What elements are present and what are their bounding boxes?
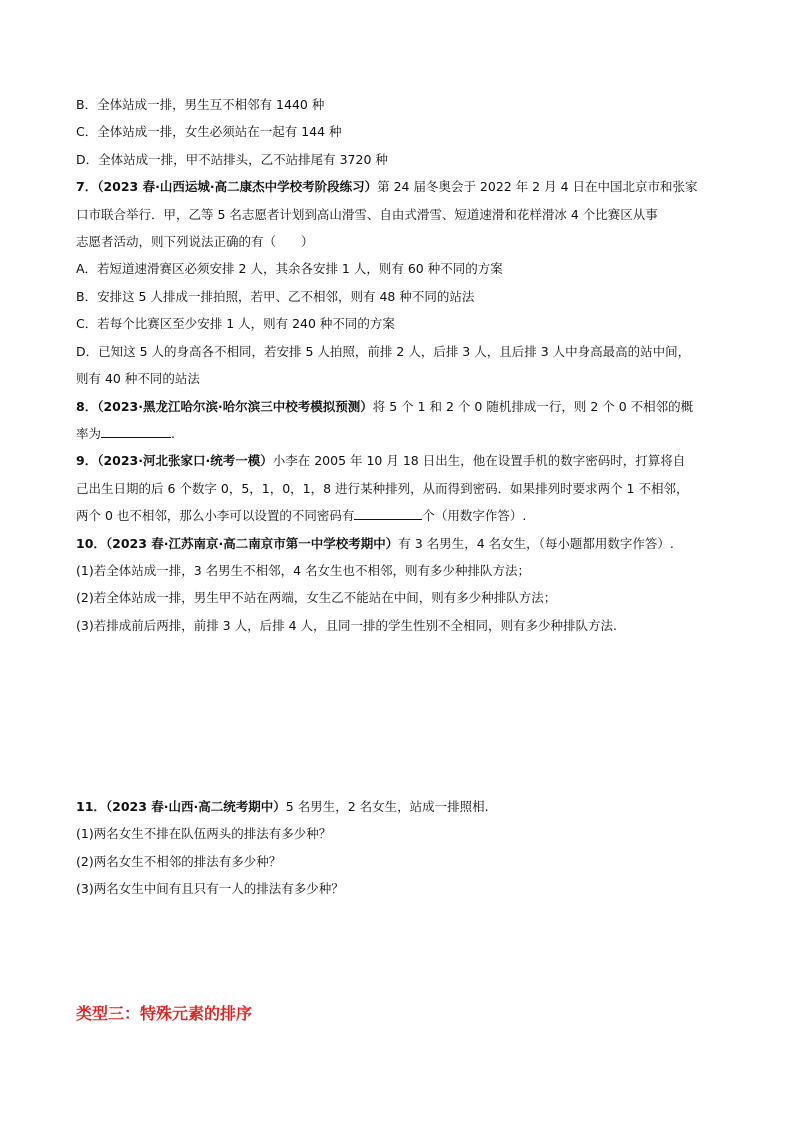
- question-source: （2023 春·山西运城·高二康杰中学校考阶段练习）: [97, 179, 378, 194]
- question-number: 11．: [76, 799, 106, 814]
- question-number: 10．: [76, 536, 106, 551]
- question-source: （2023·河北张家口·统考一模）: [97, 453, 273, 468]
- question-11-line-1: [76, 798, 489, 816]
- question-number: 9．: [76, 453, 98, 468]
- option-b: B．全体站成一排，男生互不相邻有 1440 种: [76, 97, 325, 112]
- question-text: 5 名男生，2 名女生，站成一排照相.: [285, 799, 489, 814]
- question-10-part-1: (1)若全体站成一排，3 名男生不相邻，4 名女生也不相邻，则有多少种排队方法；: [76, 563, 531, 578]
- question-10-part-2: (2)若全体站成一排，男生甲不站在两端，女生乙不能站在中间，则有多少种排队方法；: [76, 590, 557, 605]
- question-9-line-3: [76, 507, 526, 525]
- question-10-part-3: (3)若排成前后两排，前排 3 人，后排 4 人，且同一排的学生性别不全相同，则有多少种排队方法.: [76, 618, 617, 633]
- question-text: 小李在 2005 年 10 月 18 日出生，他在设置手机的数字密码时，打算将自: [272, 453, 686, 468]
- question-7-option-b: B．安排这 5 人排成一排拍照，若甲、乙不相邻，则有 48 种不同的站法: [76, 289, 475, 304]
- question-text: 率为: [76, 426, 102, 441]
- question-8-line-1: [76, 398, 693, 416]
- question-8-line-2: [76, 425, 175, 443]
- question-source: （2023 春·山西·高二统考期中）: [105, 799, 286, 814]
- answer-blank: [101, 425, 171, 438]
- question-7-line-2: 口市联合举行．甲，乙等 5 名志愿者计划到高山滑雪、自由式滑雪、短道速滑和花样滑冰 4 个比赛区从事: [76, 207, 658, 222]
- question-9-line-1: [76, 452, 685, 470]
- option-d: D．全体站成一排，甲不站排头，乙不站排尾有 3720 种: [76, 152, 388, 167]
- question-11-part-1: (1)两名女生不排在队伍两头的排法有多少种？: [76, 826, 332, 841]
- question-source: （2023 春·江苏南京·高二南京市第一中学校考期中）: [105, 536, 399, 551]
- question-10-line-1: [76, 535, 674, 553]
- question-7-line-1: [76, 178, 698, 196]
- question-text-end: 个（用数字作答）.: [422, 508, 527, 523]
- question-11-part-3: (3)两名女生中间有且只有一人的排法有多少种？: [76, 881, 344, 896]
- question-number: 7．: [76, 179, 98, 194]
- question-7-option-a: A．若短道速滑赛区必须安排 2 人，其余各安排 1 人，则有 60 种不同的方案: [76, 261, 503, 276]
- question-text: 两个 0 也不相邻，那么小李可以设置的不同密码有: [76, 508, 355, 523]
- question-7-option-d-line-1: D．已知这 5 人的身高各不相同，若安排 5 人拍照，前排 2 人，后排 3 人，且后排 3 人中身高最高的站中间，: [76, 344, 691, 359]
- option-c: C．全体站成一排，女生必须站在一起有 144 种: [76, 124, 342, 139]
- question-text: 第 24 届冬奥会于 2022 年 2 月 4 日在中国北京市和张家: [377, 179, 698, 194]
- answer-blank: [354, 507, 422, 520]
- question-text-end: .: [171, 426, 175, 441]
- section-heading: 类型三：特殊元素的排序: [76, 1004, 253, 1023]
- question-text: 有 3 名男生，4 名女生，（每小题都用数字作答）.: [398, 536, 674, 551]
- question-source: （2023·黑龙江哈尔滨·哈尔滨三中校考模拟预测）: [97, 399, 373, 414]
- question-11-part-2: (2)两名女生不相邻的排法有多少种？: [76, 854, 282, 869]
- question-7-line-3: 志愿者活动，则下列说法正确的有（ ）: [76, 234, 314, 249]
- question-number: 8．: [76, 399, 98, 414]
- question-7-option-c: C．若每个比赛区至少安排 1 人，则有 240 种不同的方案: [76, 316, 395, 331]
- question-text: 将 5 个 1 和 2 个 0 随机排成一行，则 2 个 0 不相邻的概: [372, 399, 694, 414]
- question-9-line-2: 己出生日期的后 6 个数字 0，5，1，0，1，8 进行某种排列，从而得到密码．如果排列时要求两个 1 不相邻，: [76, 481, 689, 496]
- question-7-option-d-line-2: 则有 40 种不同的站法: [76, 371, 200, 386]
